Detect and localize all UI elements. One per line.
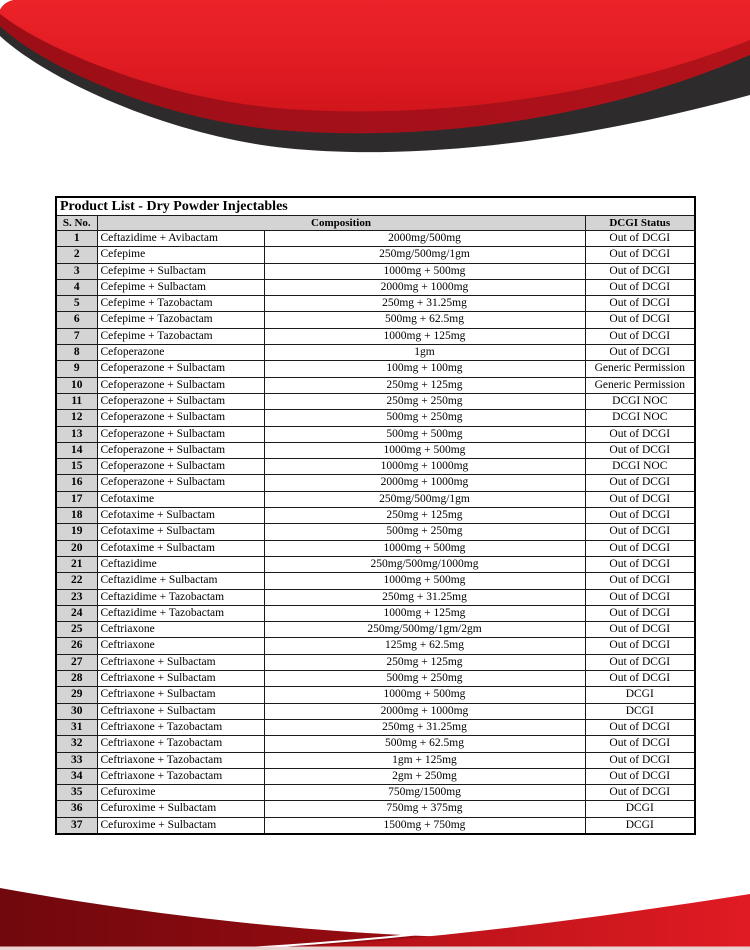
table-row (56, 573, 695, 589)
row-dcgi-status: DCGI (585, 687, 695, 703)
row-strength: 1500mg + 750mg (264, 817, 585, 834)
row-composition: Cefotaxime + Sulbactam (97, 508, 264, 524)
row-dcgi-status: DCGI (585, 801, 695, 817)
row-number: 7 (56, 328, 97, 344)
table-row (56, 719, 695, 735)
row-strength: 250mg/500mg/1gm (264, 491, 585, 507)
row-dcgi-status: Out of DCGI (585, 719, 695, 735)
row-composition: Cefoperazone + Sulbactam (97, 393, 264, 409)
table-row (56, 279, 695, 295)
row-number: 34 (56, 768, 97, 784)
table-row (56, 491, 695, 507)
column-header-sno: S. No. (56, 216, 97, 231)
row-dcgi-status: Out of DCGI (585, 768, 695, 784)
row-composition: Cefoperazone + Sulbactam (97, 361, 264, 377)
row-strength: 1000mg + 500mg (264, 263, 585, 279)
row-number: 16 (56, 475, 97, 491)
row-dcgi-status: DCGI (585, 817, 695, 834)
row-dcgi-status: Out of DCGI (585, 573, 695, 589)
row-number: 18 (56, 508, 97, 524)
row-strength: 1000mg + 1000mg (264, 459, 585, 475)
row-composition: Ceftriaxone + Tazobactam (97, 768, 264, 784)
row-dcgi-status: DCGI NOC (585, 459, 695, 475)
row-composition: Cefoperazone (97, 345, 264, 361)
row-number: 23 (56, 589, 97, 605)
row-dcgi-status: Out of DCGI (585, 622, 695, 638)
bottom-pale-strip (0, 947, 750, 950)
row-strength: 750mg/1500mg (264, 785, 585, 801)
table-row (56, 524, 695, 540)
row-strength: 500mg + 500mg (264, 426, 585, 442)
product-table (55, 196, 696, 835)
row-composition: Ceftriaxone + Tazobactam (97, 752, 264, 768)
row-composition: Cefepime + Tazobactam (97, 328, 264, 344)
table-row (56, 785, 695, 801)
row-dcgi-status: DCGI (585, 703, 695, 719)
row-strength: 250mg/500mg/1000mg (264, 556, 585, 572)
row-dcgi-status: Generic Permission (585, 377, 695, 393)
row-composition: Ceftazidime + Sulbactam (97, 573, 264, 589)
row-dcgi-status: DCGI NOC (585, 410, 695, 426)
row-composition: Ceftriaxone + Tazobactam (97, 719, 264, 735)
row-dcgi-status: Out of DCGI (585, 605, 695, 621)
row-dcgi-status: Out of DCGI (585, 654, 695, 670)
table-row (56, 752, 695, 768)
table-row (56, 508, 695, 524)
table-row (56, 296, 695, 312)
row-composition: Cefepime + Tazobactam (97, 296, 264, 312)
row-dcgi-status: Out of DCGI (585, 328, 695, 344)
row-strength: 500mg + 62.5mg (264, 312, 585, 328)
row-composition: Cefuroxime (97, 785, 264, 801)
row-composition: Cefepime + Sulbactam (97, 263, 264, 279)
row-number: 26 (56, 638, 97, 654)
row-number: 3 (56, 263, 97, 279)
table-row (56, 459, 695, 475)
row-dcgi-status: DCGI NOC (585, 393, 695, 409)
row-number: 20 (56, 540, 97, 556)
row-strength: 1000mg + 125mg (264, 328, 585, 344)
table-row (56, 328, 695, 344)
row-dcgi-status: Out of DCGI (585, 247, 695, 263)
row-dcgi-status: Out of DCGI (585, 752, 695, 768)
row-composition: Ceftriaxone + Sulbactam (97, 687, 264, 703)
page-title: Product List - Dry Powder Injectables (56, 197, 695, 216)
row-composition: Ceftriaxone + Sulbactam (97, 654, 264, 670)
row-composition: Cefepime + Tazobactam (97, 312, 264, 328)
table-row (56, 312, 695, 328)
table-row (56, 768, 695, 784)
row-dcgi-status: Out of DCGI (585, 231, 695, 247)
row-number: 10 (56, 377, 97, 393)
row-composition: Cefotaxime + Sulbactam (97, 524, 264, 540)
row-composition: Cefoperazone + Sulbactam (97, 442, 264, 458)
table-row (56, 345, 695, 361)
row-dcgi-status: Out of DCGI (585, 312, 695, 328)
table-row (56, 361, 695, 377)
row-strength: 1000mg + 125mg (264, 605, 585, 621)
row-number: 27 (56, 654, 97, 670)
row-number: 22 (56, 573, 97, 589)
row-composition: Cefepime (97, 247, 264, 263)
row-strength: 2000mg + 1000mg (264, 279, 585, 295)
row-number: 11 (56, 393, 97, 409)
row-composition: Ceftriaxone + Sulbactam (97, 671, 264, 687)
row-number: 13 (56, 426, 97, 442)
table-row (56, 605, 695, 621)
row-strength: 250mg + 250mg (264, 393, 585, 409)
row-strength: 100mg + 100mg (264, 361, 585, 377)
row-composition: Ceftriaxone (97, 622, 264, 638)
row-number: 37 (56, 817, 97, 834)
row-dcgi-status: Out of DCGI (585, 442, 695, 458)
row-strength: 2gm + 250mg (264, 768, 585, 784)
row-number: 5 (56, 296, 97, 312)
table-row (56, 589, 695, 605)
table-row (56, 671, 695, 687)
row-dcgi-status: Out of DCGI (585, 491, 695, 507)
table-header-row (56, 216, 695, 231)
row-composition: Ceftazidime + Tazobactam (97, 589, 264, 605)
row-number: 6 (56, 312, 97, 328)
row-dcgi-status: Out of DCGI (585, 263, 695, 279)
row-number: 1 (56, 231, 97, 247)
row-strength: 500mg + 250mg (264, 410, 585, 426)
row-number: 9 (56, 361, 97, 377)
row-strength: 250mg + 125mg (264, 508, 585, 524)
row-dcgi-status: Out of DCGI (585, 785, 695, 801)
row-composition: Ceftazidime + Tazobactam (97, 605, 264, 621)
row-composition: Cefoperazone + Sulbactam (97, 459, 264, 475)
row-strength: 500mg + 62.5mg (264, 736, 585, 752)
row-strength: 250mg/500mg/1gm/2gm (264, 622, 585, 638)
table-row (56, 377, 695, 393)
table-row (56, 540, 695, 556)
table-row (56, 736, 695, 752)
row-dcgi-status: Out of DCGI (585, 556, 695, 572)
row-strength: 1000mg + 500mg (264, 573, 585, 589)
row-strength: 2000mg + 1000mg (264, 703, 585, 719)
row-composition: Cefepime + Sulbactam (97, 279, 264, 295)
row-strength: 250mg + 125mg (264, 654, 585, 670)
row-dcgi-status: Out of DCGI (585, 589, 695, 605)
row-strength: 2000mg + 1000mg (264, 475, 585, 491)
row-number: 28 (56, 671, 97, 687)
row-dcgi-status: Out of DCGI (585, 638, 695, 654)
table-body (56, 231, 695, 834)
product-list-document (55, 196, 695, 835)
table-row (56, 703, 695, 719)
table-row (56, 638, 695, 654)
table-row (56, 622, 695, 638)
row-composition: Ceftriaxone (97, 638, 264, 654)
column-header-dcgi-status: DCGI Status (585, 216, 695, 231)
row-number: 17 (56, 491, 97, 507)
row-composition: Cefoperazone + Sulbactam (97, 475, 264, 491)
row-composition: Ceftriaxone + Sulbactam (97, 703, 264, 719)
row-dcgi-status: Out of DCGI (585, 736, 695, 752)
row-strength: 250mg + 125mg (264, 377, 585, 393)
row-composition: Ceftriaxone + Tazobactam (97, 736, 264, 752)
row-strength: 1gm + 125mg (264, 752, 585, 768)
row-strength: 250mg + 31.25mg (264, 719, 585, 735)
row-composition: Cefuroxime + Sulbactam (97, 817, 264, 834)
row-dcgi-status: Out of DCGI (585, 426, 695, 442)
row-dcgi-status: Out of DCGI (585, 296, 695, 312)
row-composition: Cefoperazone + Sulbactam (97, 410, 264, 426)
row-dcgi-status: Generic Permission (585, 361, 695, 377)
row-strength: 2000mg/500mg (264, 231, 585, 247)
row-dcgi-status: Out of DCGI (585, 345, 695, 361)
row-composition: Cefuroxime + Sulbactam (97, 801, 264, 817)
row-strength: 250mg + 31.25mg (264, 296, 585, 312)
row-number: 21 (56, 556, 97, 572)
table-row (56, 247, 695, 263)
row-number: 14 (56, 442, 97, 458)
table-row (56, 556, 695, 572)
row-strength: 1000mg + 500mg (264, 540, 585, 556)
row-number: 4 (56, 279, 97, 295)
row-composition: Ceftazidime + Avibactam (97, 231, 264, 247)
row-number: 25 (56, 622, 97, 638)
row-number: 32 (56, 736, 97, 752)
row-strength: 1000mg + 500mg (264, 442, 585, 458)
row-strength: 1gm (264, 345, 585, 361)
row-dcgi-status: Out of DCGI (585, 671, 695, 687)
row-composition: Cefoperazone + Sulbactam (97, 426, 264, 442)
row-number: 33 (56, 752, 97, 768)
row-number: 29 (56, 687, 97, 703)
table-row (56, 231, 695, 247)
row-dcgi-status: Out of DCGI (585, 524, 695, 540)
row-number: 19 (56, 524, 97, 540)
row-number: 12 (56, 410, 97, 426)
table-row (56, 475, 695, 491)
row-strength: 250mg + 31.25mg (264, 589, 585, 605)
table-title-row (56, 197, 695, 216)
row-dcgi-status: Out of DCGI (585, 279, 695, 295)
row-dcgi-status: Out of DCGI (585, 508, 695, 524)
top-swoosh-graphic (0, 0, 750, 200)
table-row (56, 687, 695, 703)
row-composition: Cefoperazone + Sulbactam (97, 377, 264, 393)
row-number: 24 (56, 605, 97, 621)
column-header-composition: Composition (97, 216, 585, 231)
row-number: 36 (56, 801, 97, 817)
row-strength: 1000mg + 500mg (264, 687, 585, 703)
row-composition: Cefotaxime (97, 491, 264, 507)
row-dcgi-status: Out of DCGI (585, 540, 695, 556)
table-row (56, 426, 695, 442)
row-strength: 250mg/500mg/1gm (264, 247, 585, 263)
row-strength: 125mg + 62.5mg (264, 638, 585, 654)
table-row (56, 393, 695, 409)
table-row (56, 817, 695, 834)
row-composition: Ceftazidime (97, 556, 264, 572)
row-dcgi-status: Out of DCGI (585, 475, 695, 491)
table-row (56, 801, 695, 817)
row-strength: 500mg + 250mg (264, 524, 585, 540)
table-row (56, 442, 695, 458)
row-number: 35 (56, 785, 97, 801)
table-row (56, 263, 695, 279)
row-composition: Cefotaxime + Sulbactam (97, 540, 264, 556)
table-row (56, 654, 695, 670)
row-number: 8 (56, 345, 97, 361)
row-number: 15 (56, 459, 97, 475)
table-row (56, 410, 695, 426)
bottom-swoosh-graphic (0, 880, 750, 950)
row-number: 30 (56, 703, 97, 719)
row-strength: 500mg + 250mg (264, 671, 585, 687)
row-strength: 750mg + 375mg (264, 801, 585, 817)
row-number: 31 (56, 719, 97, 735)
row-number: 2 (56, 247, 97, 263)
